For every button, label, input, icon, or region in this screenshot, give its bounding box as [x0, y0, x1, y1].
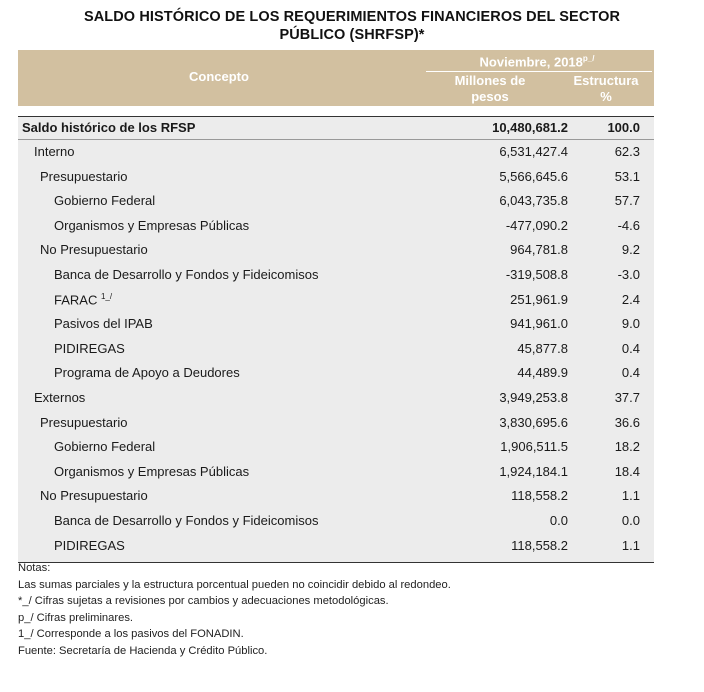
total-label: Saldo histórico de los RFSP [22, 120, 196, 135]
table-row [18, 312, 654, 337]
row-label [54, 316, 153, 331]
header-millions [426, 73, 554, 105]
notes [18, 560, 678, 660]
row-label-text: No Presupuestario [40, 488, 148, 504]
row-label [34, 144, 74, 159]
header-millions-line-2: pesos [471, 89, 509, 104]
row-label-text: PIDIREGAS [54, 340, 125, 356]
row-value: 251,961.9 [510, 291, 568, 307]
table-row [18, 140, 654, 165]
row-label [54, 193, 155, 208]
table-row [18, 361, 654, 386]
table-row [18, 189, 654, 214]
table-row [18, 484, 654, 509]
row-label-text: Gobierno Federal [54, 439, 156, 455]
row-pct: 62.3 [614, 144, 640, 159]
row-value: 5,566,645.6 [499, 168, 568, 184]
table-row [18, 435, 654, 460]
row-label-text: Organismos y Empresas Públicas [54, 217, 250, 233]
row-label-text: PIDIREGAS [54, 537, 125, 553]
row-value: 6,531,427.4 [499, 144, 568, 159]
title-line-1: SALDO HISTÓRICO DE LOS REQUERIMIENTOS FINANCIEROS DEL SECTOR [83, 9, 621, 25]
row-label-text: Banca de Desarrollo y Fondos y Fideicomisos [54, 266, 319, 282]
header-divider [426, 71, 652, 72]
row-pct: 37.7 [614, 389, 640, 405]
table-row [18, 337, 654, 362]
row-pct: 9.0 [621, 316, 640, 332]
row-footnote-mark: 1_/ [100, 291, 113, 301]
table-row [18, 165, 654, 190]
table-row [18, 386, 654, 411]
row-pct: 36.6 [614, 414, 640, 430]
table-row [18, 214, 654, 239]
header-period [420, 54, 654, 69]
header-structure-line-2: % [600, 89, 612, 104]
row-label [54, 439, 155, 454]
row-label [54, 365, 240, 380]
header-period-note: p_/ [582, 54, 595, 63]
row-value: 45,877.8 [517, 340, 568, 356]
header-period-label: Noviembre, 2018 [479, 54, 583, 70]
row-label-text: Externos [34, 389, 86, 405]
row-value: 44,489.9 [517, 365, 568, 381]
row-pct: 53.1 [614, 168, 640, 184]
row-pct: 18.4 [614, 463, 640, 479]
total-value: 10,480,681.2 [492, 120, 568, 135]
header-structure [558, 73, 654, 105]
row-label [54, 292, 112, 307]
row-label [40, 415, 127, 430]
note-line: p_/ Cifras preliminares. [18, 611, 134, 624]
row-label-text: Organismos y Empresas Públicas [54, 463, 250, 479]
row-pct: 0.4 [621, 365, 640, 381]
note-line: Fuente: Secretaría de Hacienda y Crédito Público. [18, 644, 268, 657]
row-label [54, 513, 318, 528]
row-value: 6,043,735.8 [499, 193, 568, 209]
table-row [18, 238, 654, 263]
note-line: Notas: [18, 562, 51, 574]
row-label [54, 341, 125, 356]
row-value: 0.0 [549, 512, 568, 528]
shrfsp-table [18, 50, 654, 563]
row-pct: 0.0 [621, 512, 640, 528]
row-label [34, 390, 85, 405]
row-value: 3,830,695.6 [499, 414, 568, 430]
row-value: 941,961.0 [510, 316, 568, 332]
header-millions-line-1: Millones de [454, 73, 526, 88]
row-label-text: FARAC [54, 291, 98, 307]
row-pct: 1.1 [621, 537, 640, 553]
total-pct: 100.0 [607, 120, 640, 135]
row-value: 1,906,511.5 [500, 439, 568, 455]
table-rows [18, 140, 654, 558]
row-value: 118,558.2 [511, 488, 568, 504]
table-row [18, 288, 654, 313]
row-pct: -3.0 [617, 266, 640, 282]
row-label-text: Presupuestario [40, 168, 128, 184]
header-structure-line-1: Estructura [573, 73, 639, 88]
table-row [18, 534, 654, 559]
table-row [18, 411, 654, 436]
row-value: 964,781.8 [510, 242, 568, 258]
title-line-2: PÚBLICO (SHRFSP)* [279, 27, 425, 43]
row-label-text: Presupuestario [40, 414, 128, 430]
header-concept: Concepto [189, 69, 249, 84]
table-body [18, 116, 654, 563]
row-pct: 18.2 [614, 439, 640, 455]
table-row-total [18, 116, 654, 140]
row-pct: 9.2 [621, 242, 640, 258]
table-header [18, 50, 654, 106]
note-line: 1_/ Corresponde a los pasivos del FONADIN. [18, 628, 244, 641]
row-value: 3,949,253.8 [499, 389, 568, 405]
row-label-text: Banca de Desarrollo y Fondos y Fideicomisos [54, 512, 319, 528]
table-row [18, 460, 654, 485]
report-title [0, 8, 704, 44]
row-label [40, 488, 148, 503]
row-value: 1,924,184.1 [499, 463, 568, 479]
row-label [40, 242, 148, 257]
row-label-text: Programa de Apoyo a Deudores [54, 365, 240, 381]
row-label [54, 464, 249, 479]
row-pct: 2.4 [621, 291, 640, 307]
row-label-text: Pasivos del IPAB [54, 316, 153, 332]
row-value: 118,558.2 [511, 537, 568, 553]
row-label-text: Interno [34, 144, 75, 159]
table-row [18, 263, 654, 288]
table-row [18, 509, 654, 534]
row-label-text: Gobierno Federal [54, 193, 156, 209]
row-value: -477,090.2 [505, 217, 568, 233]
row-pct: 1.1 [621, 488, 640, 504]
row-label-text: No Presupuestario [40, 242, 148, 258]
row-label [54, 267, 318, 282]
row-label [54, 218, 249, 233]
row-pct: -4.6 [617, 217, 640, 233]
row-pct: 0.4 [621, 340, 640, 356]
row-label [54, 538, 125, 553]
row-label [40, 169, 127, 184]
row-value: -319,508.8 [505, 266, 568, 282]
note-line: Las sumas parciales y la estructura porcentual pueden no coincidir debido al redondeo. [18, 578, 451, 591]
note-line: *_/ Cifras sujetas a revisiones por cambios y adecuaciones metodológicas. [18, 595, 389, 608]
row-pct: 57.7 [614, 193, 640, 209]
